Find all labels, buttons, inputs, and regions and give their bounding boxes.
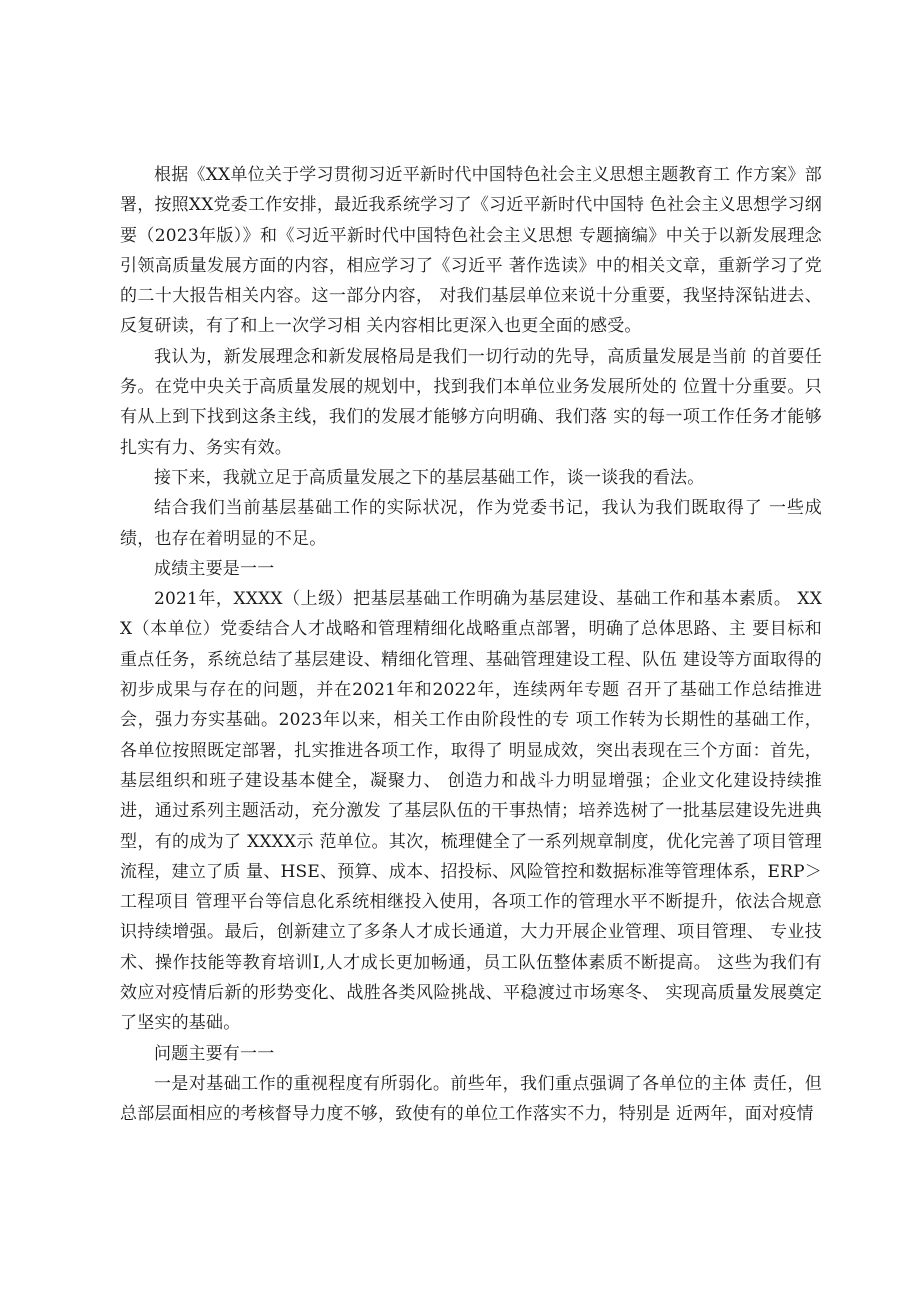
paragraph-problem-one: 一是对基础工作的重视程度有所弱化。前些年，我们重点强调了各单位的主体 责任，但总部层面相应的考核督导力度不够，致使有的单位工作落实不力，特别是 近两年，面对疫情: [120, 1073, 822, 1125]
paragraph-assessment: 结合我们当前基层基础工作的实际状况，作为党委书记，我认为我们既取得了 一些成绩，也存在着明显的不足。: [120, 498, 822, 549]
document-body: [120, 160, 822, 1130]
paragraph-intro: 根据《XX单位关于学习贯彻习近平新时代中国特色社会主义思想主题教育工 作方案》部署，按照XX党委工作安排，最近我系统学习了《习近平新时代中国特 色社会主义思想学习纲要（2023年版）》和《习近平新时代中国特色社会主义思想 专题摘编》中关于以新发展理念引领高质量发展方面的内容，相应学习了《习近平 著作选读》中的相关文章，重新学习了党的二十大报告相关内容。这一部分内容， 对我们基层单位来说十分重要，我坚持深钻进去、反复研读，有了和上一次学习相 关内容相比更深入也更全面的感受。: [120, 165, 822, 337]
heading-achievements: 成绩主要是一一: [154, 558, 275, 579]
heading-problems: 问题主要有一一: [154, 1043, 275, 1064]
paragraph-transition: 接下来，我就立足于高质量发展之下的基层基础工作，谈一谈我的看法。: [154, 467, 705, 488]
paragraph-achievements: 2021年，XXXX（上级）把基层基础工作明确为基层建设、基础工作和基本素质。 XXX（本单位）党委结合人才战略和管理精细化战略重点部署，明确了总体思路、主 要目标和重点任务，系统总结了基层建设、精细化管理、基础管理建设工程、队伍 建设等方面取得的初步成果与存在的问题，并在2021年和2022年，连续两年专题 召开了基础工作总结推进会，强力夯实基础。2023年以来，相关工作由阶段性的专 项工作转为长期性的基础工作，各单位按照既定部署，扎实推进各项工作，取得了 明显成效，突出表现在三个方面：首先，基层组织和班子建设基本健全，凝聚力、 创造力和战斗力明显增强；企业文化建设持续推进，通过系列主题活动，充分激发 了基层队伍的干事热情；培养选树了一批基层建设先进典型，有的成为了 XXXX示 范单位。其次，梳理健全了一系列规章制度，优化完善了项目管理流程，建立了质 量、HSE、预算、成本、招投标、风险管控和数据标准等管理体系，ERP＞工程项目 管理平台等信息化系统相继投入使用，各项工作的管理水平不断提升，依法合规意 识持续增强。最后，创新建立了多条人才成长通道，大力开展企业管理、项目管理、 专业技术、操作技能等教育培训I,人才成长更加畅通，员工队伍整体素质不断提高。 这些为我们有效应对疫情后新的形势变化、战胜各类风险挑战、平稳渡过市场寒冬、 实现高质量发展奠定了坚实的基础。: [120, 589, 822, 1034]
paragraph-opinion: 我认为，新发展理念和新发展格局是我们一切行动的先导，高质量发展是当前 的首要任务。在党中央关于高质量发展的规划中，找到我们本单位业务发展所处的 位置十分重要。只有从上到下找到这条主线，我们的发展才能够方向明确、我们落 实的每一项工作任务才能够扎实有力、务实有效。: [120, 346, 822, 458]
